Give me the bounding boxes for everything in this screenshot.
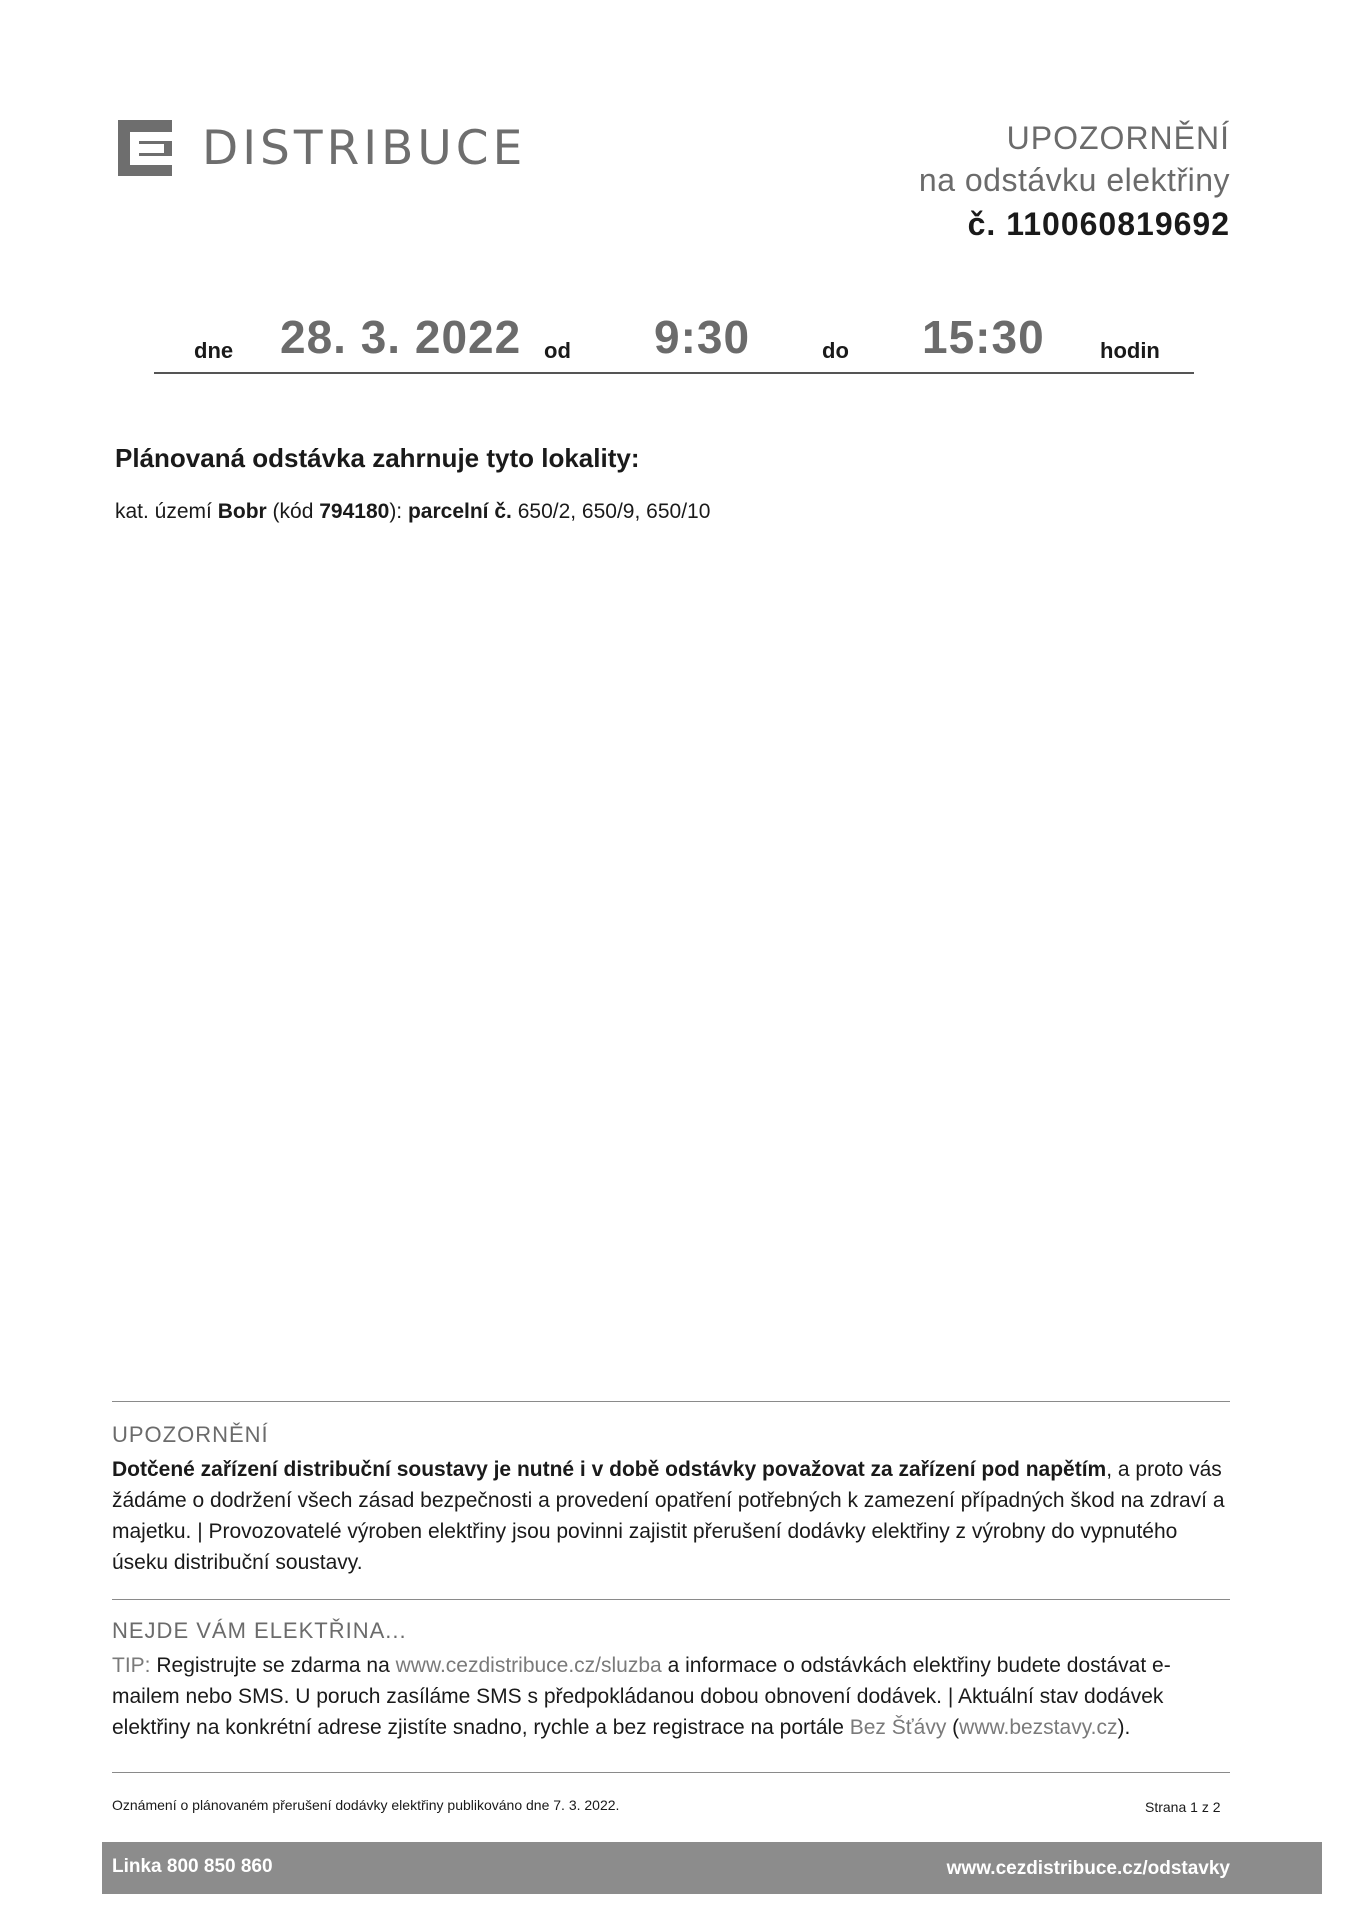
schedule-row xyxy=(154,311,1194,374)
footer-band xyxy=(102,1842,1322,1894)
outage-date: 28. 3. 2022 xyxy=(280,311,522,363)
notice-title: UPOZORNĚNÍ xyxy=(1006,120,1230,156)
parcel-label: parcelní č. xyxy=(407,500,512,523)
locality-title: Plánovaná odstávka zahrnuje tyto lokality: xyxy=(115,443,640,473)
parcel-list: 650/2, 650/9, 650/10 xyxy=(511,500,711,523)
area-code: 794180 xyxy=(319,500,390,523)
start-time: 9:30 xyxy=(654,311,751,363)
registration-link[interactable]: www.cezdistribuce.cz/sluzba xyxy=(395,1654,662,1677)
divider xyxy=(112,1599,1230,1600)
od-label: od xyxy=(544,338,571,363)
hodin-label: hodin xyxy=(1100,338,1160,363)
divider xyxy=(112,1401,1230,1402)
do-label: do xyxy=(822,338,849,363)
warning-text: Dotčené zařízení distribuční soustavy je nutné i v době odstávky považovat za zařízení pod napětím, a proto vás žádáme o dodržení všech zásad bezpečnosti a provedení opatření potřebných k zamezení případných škod na zdraví a majetku. | Provozovatelé výroben elektřiny jsou povinni zajistit přerušení dodávky elektřiny z výrobny do vypnutého úseku distribuční soustavy. xyxy=(112,1458,1225,1574)
page-number: Strana 1 z 2 xyxy=(1145,1799,1221,1815)
dne-label: dne xyxy=(194,338,234,363)
hotline: Linka 800 850 860 xyxy=(112,1856,273,1877)
notice-subtitle: na odstávku elektřiny xyxy=(918,162,1230,198)
portal-name: Bez Šťávy xyxy=(849,1716,947,1739)
logo-mark-icon xyxy=(118,120,172,176)
warning-title: UPOZORNĚNÍ xyxy=(112,1422,269,1447)
tip-label: TIP: xyxy=(112,1654,151,1677)
company-logo xyxy=(118,120,526,176)
notice-heading xyxy=(919,118,1230,246)
area-name: Bobr xyxy=(217,500,267,523)
locality-line: kat. území Bobr (kód 794180): parcelní č. 650/2, 650/9, 650/10 xyxy=(115,500,711,523)
bezstavy-link[interactable]: www.bezstavy.cz xyxy=(959,1716,1118,1739)
no-power-text: TIP: Registrujte se zdarma na www.cezdistribuce.cz/sluzba a informace o odstávkách elektřiny budete dostávat e-mailem nebo SMS. U poruch zasíláme SMS s předpokládanou dobou obnovení dodávek. | Aktuální stav dodávek elektřiny na konkrétní adrese zjistíte snadno, rychle a bez registrace na portále Bez Šťávy (www.bezstavy.cz). xyxy=(112,1654,1171,1739)
notice-number: č. 110060819692 xyxy=(967,206,1230,242)
publication-note: Oznámení o plánovaném přerušení dodávky elektřiny publikováno dne 7. 3. 2022. xyxy=(112,1797,620,1813)
outages-website-link[interactable]: www.cezdistribuce.cz/odstavky xyxy=(946,1858,1230,1879)
end-time: 15:30 xyxy=(922,311,1045,363)
divider xyxy=(112,1772,1230,1773)
no-power-title: NEJDE VÁM ELEKTŘINA... xyxy=(112,1618,407,1643)
logo-text: DISTRIBUCE xyxy=(202,120,527,176)
